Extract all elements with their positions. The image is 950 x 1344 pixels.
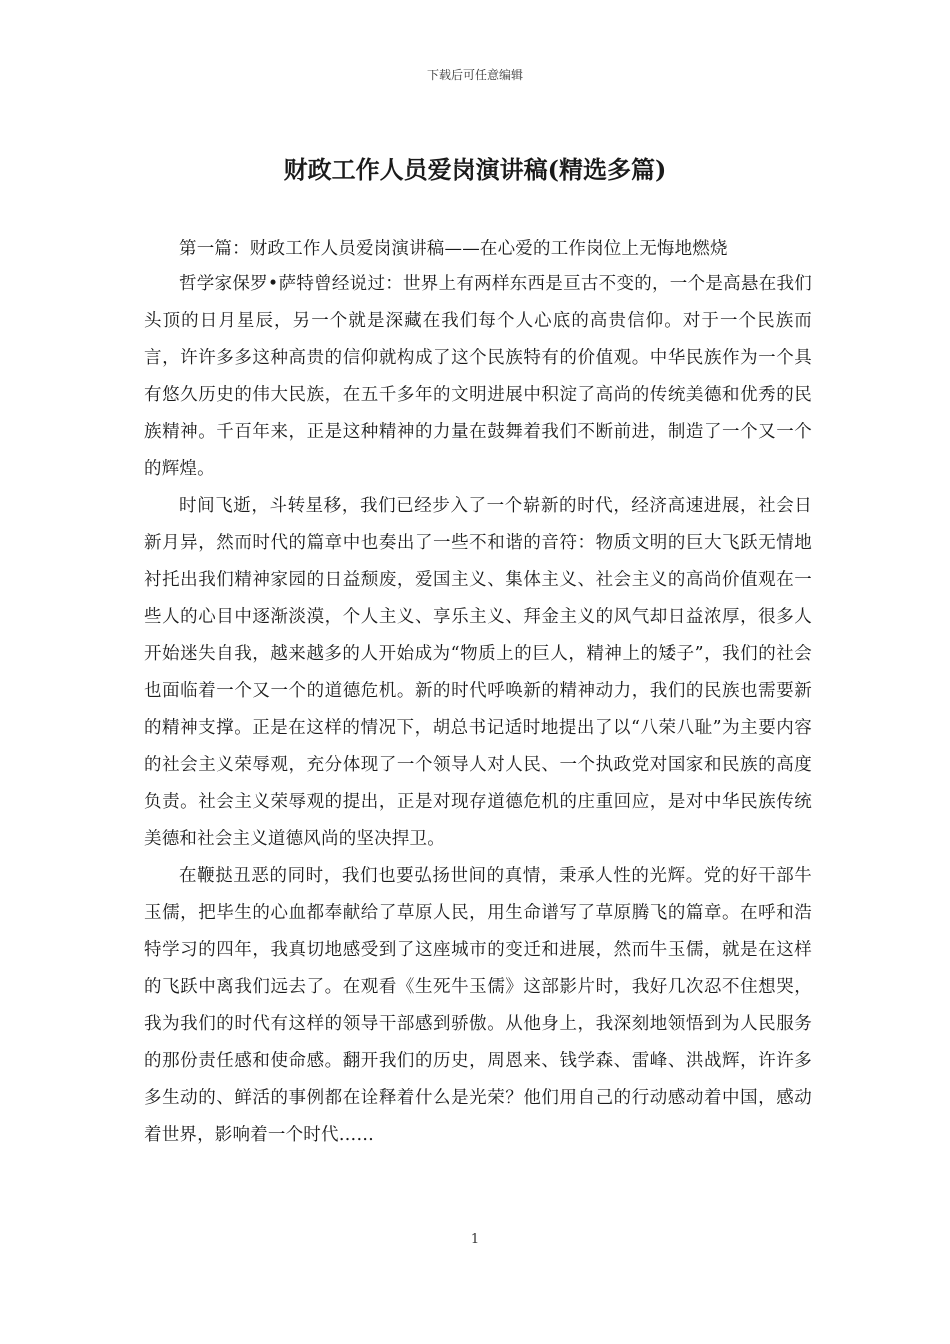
document-body — [144, 232, 812, 1154]
paragraph-1: 哲学家保罗•萨特曾经说过：世界上有两样东西是亘古不变的，一个是高悬在我们头顶的日月星辰，另一个就是深藏在我们每个人心底的高贵信仰。对于一个民族而言，许许多多这种高贵的信仰就构成了这个民族特有的价值观。中华民族作为一个具有悠久历史的伟大民族，在五千多年的文明进展中积淀了高尚的传统美德和优秀的民族精神。千百年来，正是这种精神的力量在鼓舞着我们不断前进，制造了一个又一个的辉煌。 — [144, 274, 812, 479]
paragraph-3: 在鞭挞丑恶的同时，我们也要弘扬世间的真情，秉承人性的光辉。党的好干部牛玉儒，把毕生的心血都奉献给了草原人民，用生命谱写了草原腾飞的篇章。在呼和浩特学习的四年，我真切地感受到了这座城市的变迁和进展，然而牛玉儒，就是在这样的飞跃中离我们远去了。在观看《生死牛玉儒》这部影片时，我好几次忍不住想哭，我为我们的时代有这样的领导干部感到骄傲。从他身上，我深刻地领悟到为人民服务的那份责任感和使命感。翻开我们的历史，周恩来、钱学森、雷峰、洪战辉，许许多多生动的、鲜活的事例都在诠释着什么是光荣？他们用自己的行动感动着中国，感动着世界，影响着一个时代…… — [144, 866, 812, 1145]
document-subtitle: 第一篇：财政工作人员爱岗演讲稿——在心爱的工作岗位上无悔地燃烧 — [179, 239, 728, 259]
page-number: 1 — [470, 1232, 480, 1247]
paragraph-2: 时间飞逝，斗转星移，我们已经步入了一个崭新的时代，经济高速进展，社会日新月异，然而时代的篇章中也奏出了一些不和谐的音符：物质文明的巨大飞跃无情地衬托出我们精神家园的日益颓废，爱国主义、集体主义、社会主义的高尚价值观在一些人的心目中逐渐淡漠，个人主义、享乐主义、拜金主义的风气却日益浓厚，很多人开始迷失自我，越来越多的人开始成为“物质上的巨人，精神上的矮子”，我们的社会也面临着一个又一个的道德危机。新的时代呼唤新的精神动力，我们的民族也需要新的精神支撑。正是在这样的情况下，胡总书记适时地提出了以“八荣八耻”为主要内容的社会主义荣辱观，充分体现了一个领导人对人民、一个执政党对国家和民族的高度负责。社会主义荣辱观的提出，正是对现存道德危机的庄重回应，是对中华民族传统美德和社会主义道德风尚的坚决捍卫。 — [144, 496, 812, 849]
header-note: 下载后可任意编辑 — [426, 68, 523, 82]
document-title: 财政工作人员爱岗演讲稿(精选多篇) — [283, 155, 667, 184]
